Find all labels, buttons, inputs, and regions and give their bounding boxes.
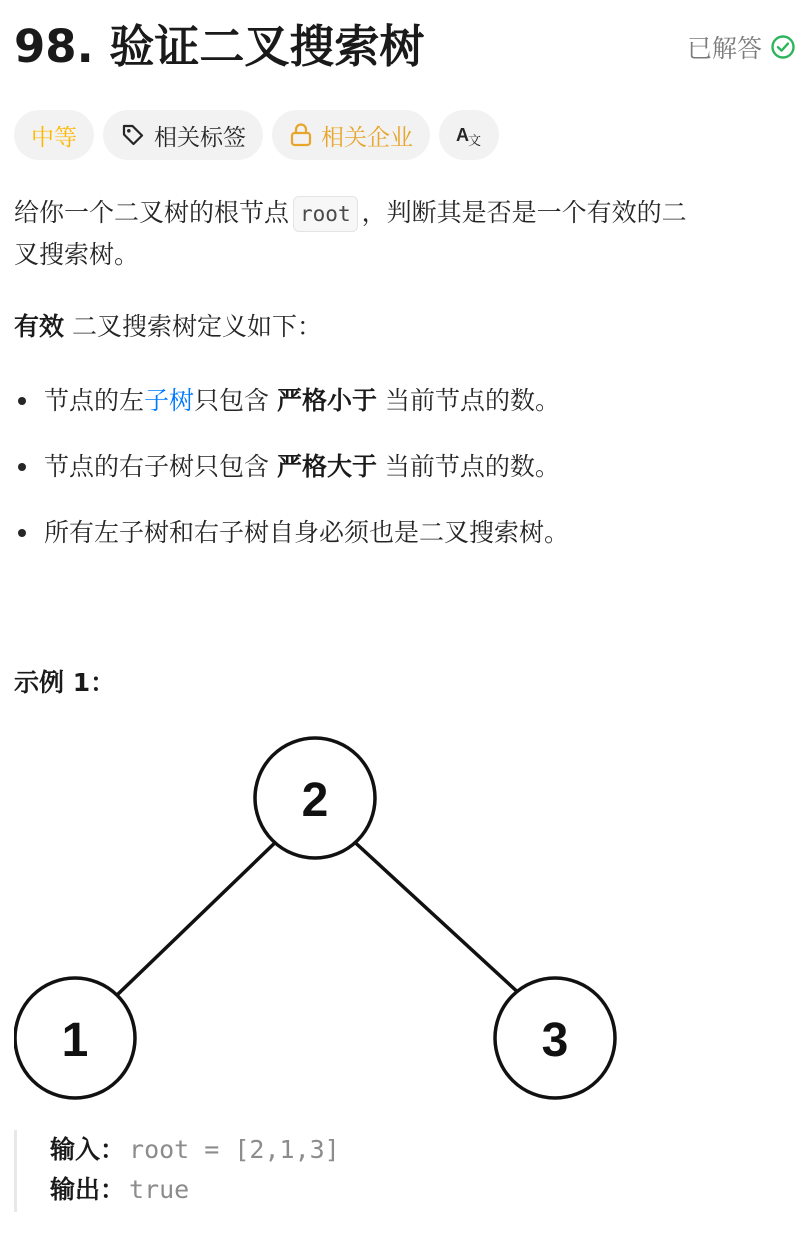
difficulty-badge xyxy=(14,110,94,160)
bullet-icon xyxy=(18,529,26,537)
bullet-icon xyxy=(18,463,26,471)
solved-status xyxy=(687,30,796,64)
description-paragraph-2 xyxy=(14,306,322,348)
description-text-1c: 叉搜索树。 xyxy=(14,240,140,269)
example-io-block xyxy=(14,1130,417,1212)
tag-icon xyxy=(120,122,146,148)
svg-text:A: A xyxy=(456,125,469,145)
tree-node-root-label: 2 xyxy=(301,774,329,827)
output-value: true xyxy=(129,1175,190,1204)
rule-2-after: 当前节点的数。 xyxy=(376,452,560,481)
solved-label: 已解答 xyxy=(686,34,762,63)
translate-button[interactable] xyxy=(439,110,499,160)
rule-2-bold: 严格大于 xyxy=(276,452,377,481)
example-input-line xyxy=(50,1130,340,1170)
description-paragraph-1 xyxy=(14,192,796,276)
tree-node-left-label: 1 xyxy=(61,1014,89,1067)
problem-title[interactable]: 98. 验证二叉搜索树 xyxy=(14,20,425,73)
difficulty-label: 中等 xyxy=(31,124,77,151)
companies-tag-label: 相关企业 xyxy=(321,124,413,151)
input-value: root = [2,1,3] xyxy=(129,1135,340,1164)
description-text-1b: ，判断其是否是一个有效的二 xyxy=(361,198,687,227)
tree-edge-right xyxy=(348,836,522,996)
tree-node-right-label: 3 xyxy=(541,1014,569,1067)
description-text-2: 二叉搜索树定义如下： xyxy=(64,312,322,341)
lock-icon xyxy=(289,122,313,148)
example-output-line xyxy=(50,1170,189,1210)
example-title: 示例 1： xyxy=(14,668,116,697)
rule-1-bold: 严格小于 xyxy=(276,386,377,415)
bullet-icon xyxy=(18,397,26,405)
list-item xyxy=(14,446,569,512)
companies-tag-button[interactable] xyxy=(272,110,430,160)
title-row xyxy=(14,14,796,84)
rule-2-before: 节点的右子树只包含 xyxy=(44,452,277,481)
list-item xyxy=(14,380,569,446)
rule-3-text: 所有左子树和右子树自身必须也是二叉搜索树。 xyxy=(44,518,570,547)
rule-1-before: 节点的左 xyxy=(44,386,145,415)
topics-tag-button[interactable] xyxy=(103,110,263,160)
input-label: 输入： xyxy=(50,1135,126,1164)
rule-1-after: 当前节点的数。 xyxy=(377,386,560,415)
subtree-link[interactable]: 子树 xyxy=(144,386,195,415)
rule-1-middle: 只包含 xyxy=(194,386,277,415)
list-item xyxy=(14,512,569,578)
output-label: 输出： xyxy=(50,1175,126,1204)
binary-tree-diagram xyxy=(14,732,618,1104)
description-bold-valid: 有效 xyxy=(14,312,65,341)
topics-tag-label: 相关标签 xyxy=(154,124,246,151)
inline-code-root: root xyxy=(293,196,358,232)
rules-list xyxy=(14,380,569,578)
description-text-1a: 给你一个二叉树的根节点 xyxy=(14,198,290,227)
svg-text:文: 文 xyxy=(468,134,482,149)
translate-icon xyxy=(455,121,483,149)
tag-bar xyxy=(14,110,499,160)
tree-edge-left xyxy=(116,836,282,996)
check-circle-icon xyxy=(770,34,796,60)
